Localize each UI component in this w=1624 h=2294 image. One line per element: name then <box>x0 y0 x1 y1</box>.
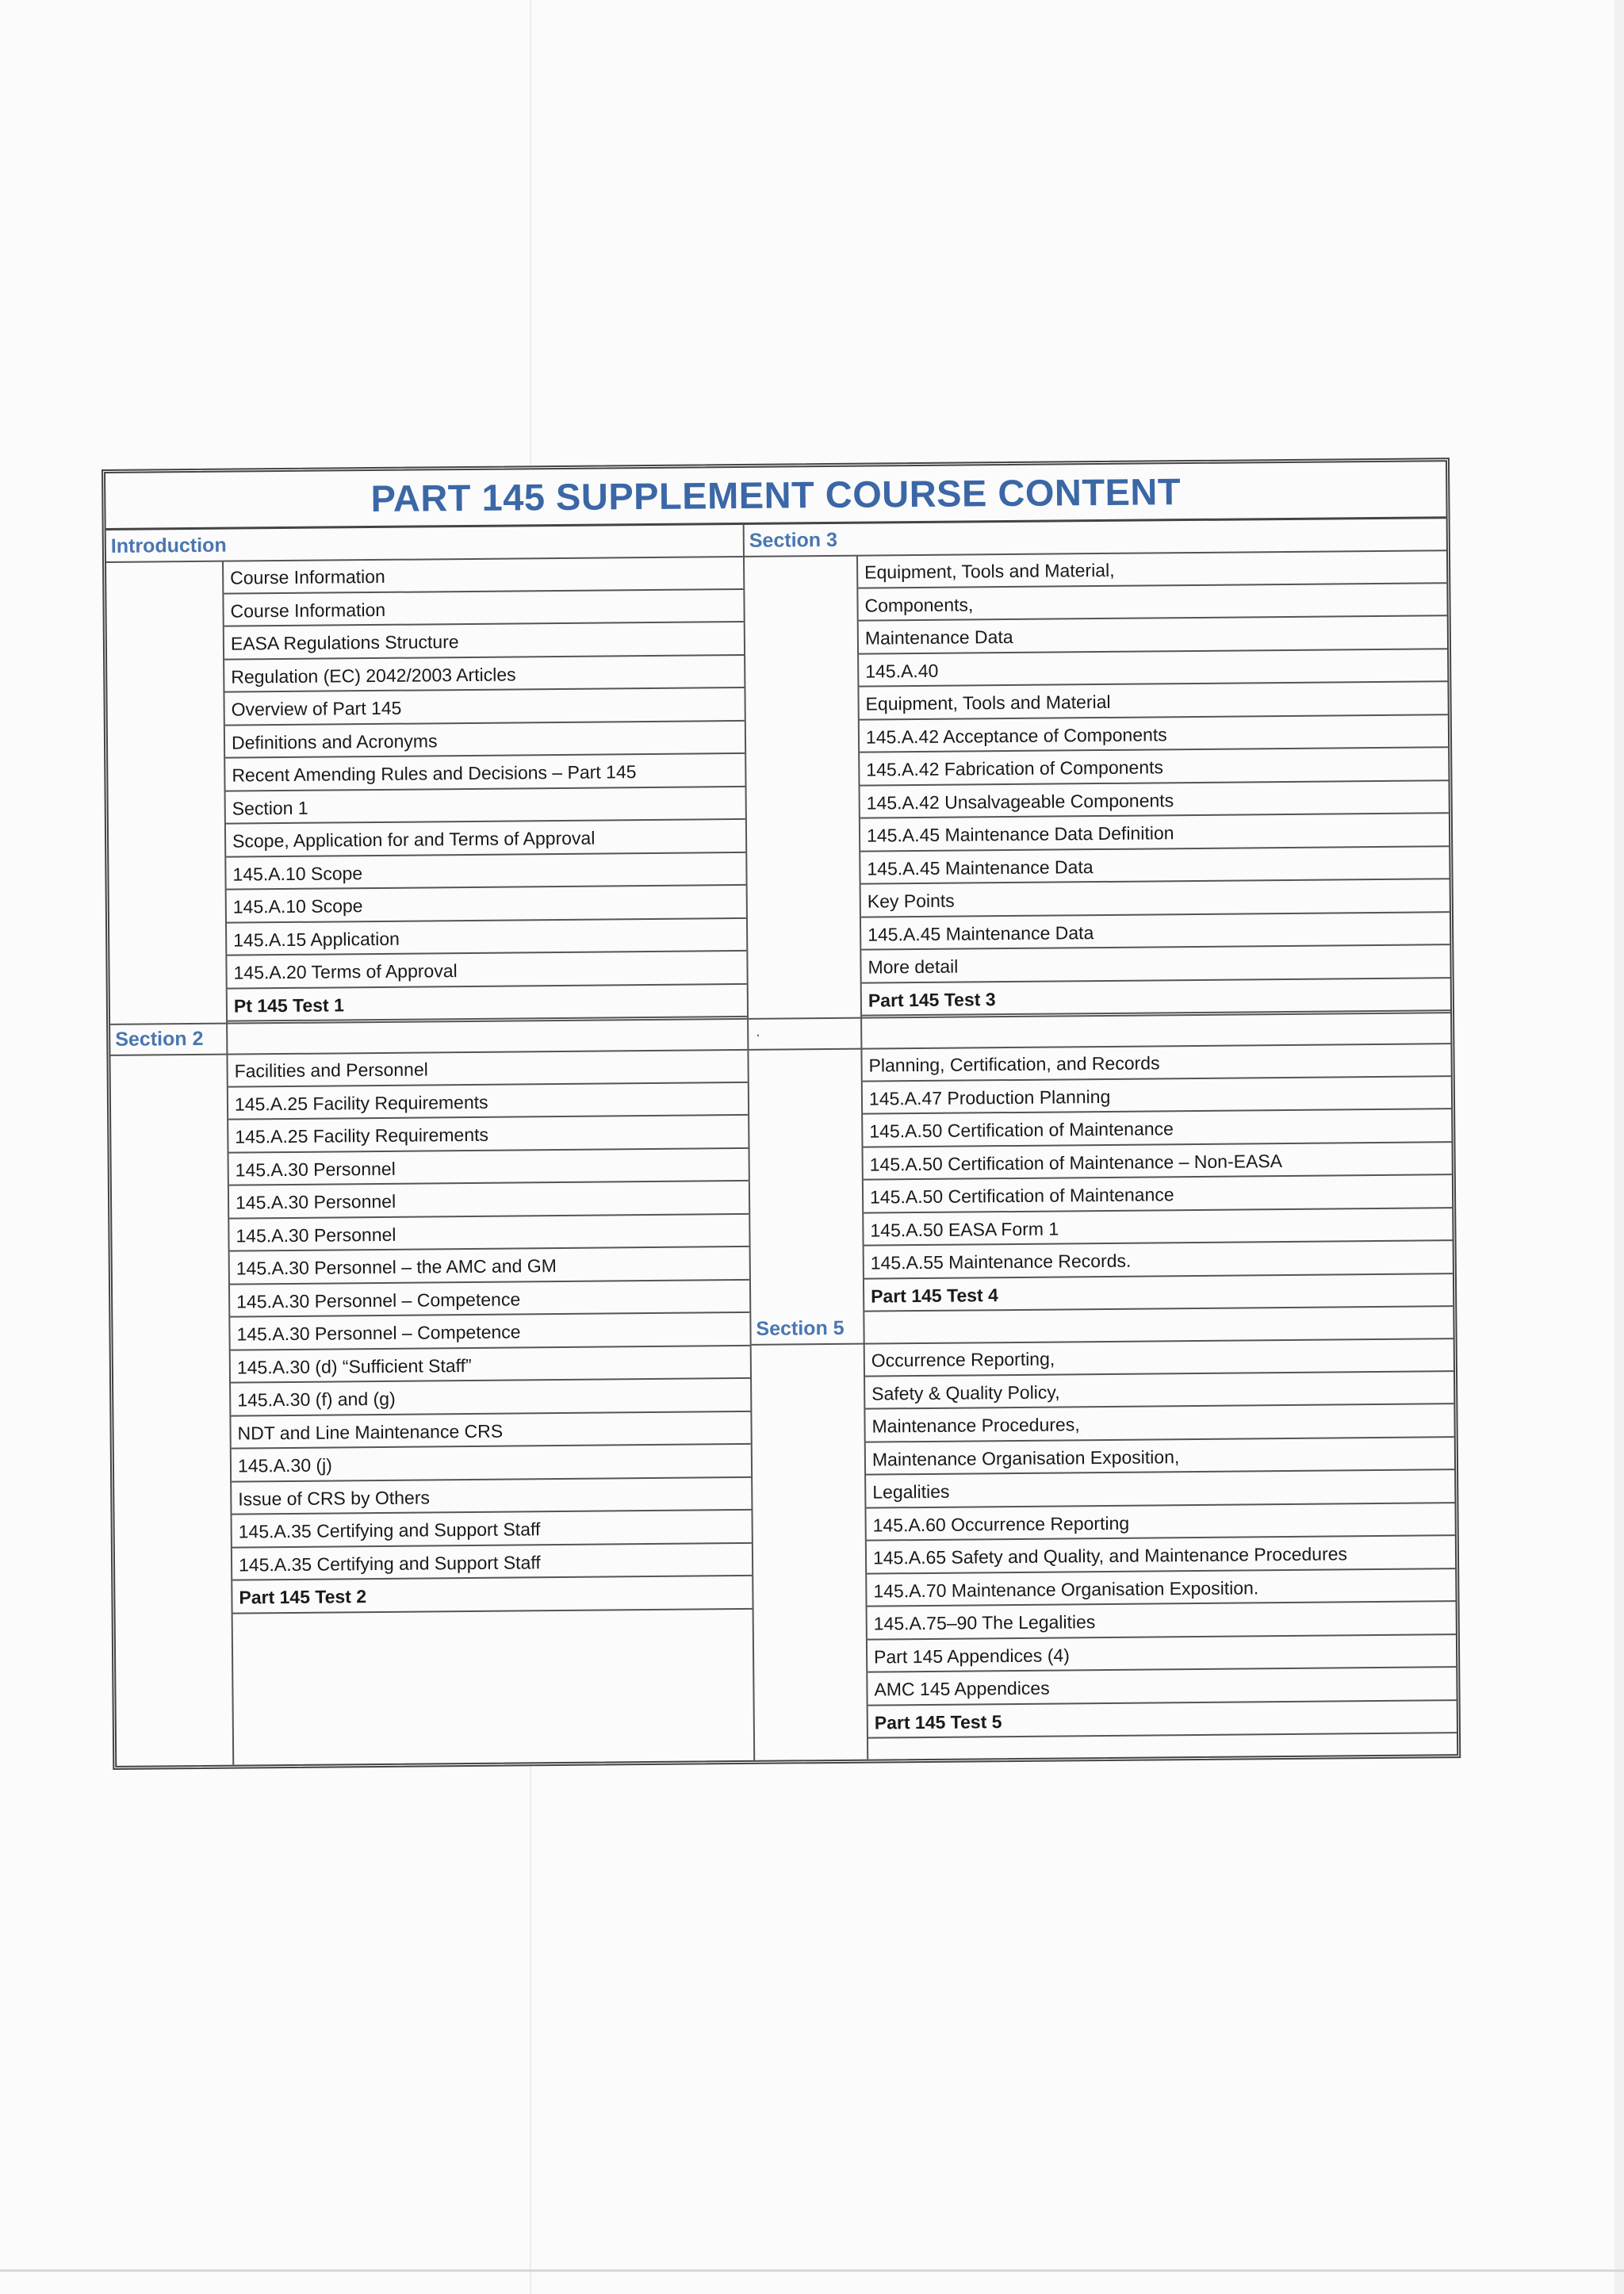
list-item: 145.A.30 Personnel <box>229 1148 749 1185</box>
list-item: 145.A.30 Personnel – the AMC and GM <box>230 1247 749 1285</box>
list-item: 145.A.30 Personnel – Competence <box>230 1280 749 1317</box>
list-item: Issue of CRS by Others <box>232 1477 751 1515</box>
list-item: Recent Amending Rules and Decisions – Part 145 <box>225 754 745 791</box>
list-item: Course Information <box>224 557 743 594</box>
list-item: More detail <box>861 945 1450 983</box>
list-item: 145.A.15 Application <box>227 918 746 956</box>
list-item: 145.A.42 Unsalvageable Components <box>860 781 1449 819</box>
list-item: Maintenance Procedures, <box>865 1404 1454 1442</box>
list-item: Equipment, Tools and Material, <box>858 550 1446 588</box>
list-item: Facilities and Personnel <box>228 1050 747 1087</box>
list-item: Maintenance Data <box>859 616 1447 654</box>
list-item: 145.A.42 Acceptance of Components <box>860 715 1448 753</box>
list-item: 145.A.30 Personnel – Competence <box>230 1313 749 1350</box>
list-item: Scope, Application for and Terms of Approval <box>226 820 745 857</box>
list-item: 145.A.47 Production Planning <box>863 1077 1451 1115</box>
list-item: 145.A.75–90 The Legalities <box>868 1602 1456 1640</box>
section-4-list <box>862 1044 1453 1312</box>
list-item: 145.A.60 Occurrence Reporting <box>866 1503 1454 1541</box>
test-item: Part 145 Test 3 <box>862 978 1450 1017</box>
list-item: Planning, Certification, and Records <box>862 1044 1450 1082</box>
list-item: 145.A.50 Certification of Maintenance <box>863 1109 1451 1147</box>
list-item: 145.A.50 EASA Form 1 <box>864 1208 1452 1247</box>
course-content-table <box>102 458 1461 1770</box>
scan-bottom-edge <box>0 2269 1624 2272</box>
list-item: Maintenance Organisation Exposition, <box>866 1438 1454 1476</box>
list-item: 145.A.70 Maintenance Organisation Exposition. <box>867 1569 1455 1607</box>
list-item: Legalities <box>866 1470 1454 1508</box>
page-title: PART 145 SUPPLEMENT COURSE CONTENT <box>105 461 1446 530</box>
test-item: Part 145 Test 5 <box>868 1701 1457 1739</box>
section-3-list <box>858 550 1450 1016</box>
list-item: Definitions and Acronyms <box>225 721 745 758</box>
list-item: Course Information <box>224 589 743 626</box>
list-item: EASA Regulations Structure <box>224 622 744 660</box>
list-item: 145.A.35 Certifying and Support Staff <box>232 1511 752 1548</box>
list-item: Section 1 <box>226 787 745 824</box>
section-4-marker: . <box>756 1022 760 1040</box>
list-item: 145.A.10 Scope <box>226 852 745 890</box>
test-item: Part 145 Test 2 <box>232 1576 752 1614</box>
list-item: 145.A.30 Personnel <box>229 1181 749 1219</box>
section-heading-introduction: Introduction <box>110 534 227 557</box>
list-item: Overview of Part 145 <box>224 688 744 726</box>
list-item: AMC 145 Appendices <box>868 1668 1456 1706</box>
list-item: 145.A.45 Maintenance Data <box>861 913 1450 951</box>
list-item: 145.A.20 Terms of Approval <box>227 952 746 989</box>
list-item: 145.A.30 (j) <box>232 1445 751 1482</box>
list-item: 145.A.45 Maintenance Data <box>860 847 1449 885</box>
section-5-list <box>865 1338 1457 1738</box>
section-heading-section-5: Section 5 <box>756 1316 845 1340</box>
list-item: 145.A.42 Fabrication of Components <box>860 748 1448 786</box>
list-item: 145.A.25 Facility Requirements <box>228 1082 748 1120</box>
introduction-list <box>224 557 747 1022</box>
list-item: 145.A.25 Facility Requirements <box>228 1116 748 1153</box>
list-item: 145.A.30 (d) “Sufficient Staff” <box>231 1346 750 1383</box>
test-item: Part 145 Test 4 <box>864 1274 1453 1312</box>
list-item: NDT and Line Maintenance CRS <box>231 1411 750 1449</box>
list-item: 145.A.40 <box>859 649 1447 687</box>
list-item: Regulation (EC) 2042/2003 Articles <box>224 655 744 692</box>
list-item: 145.A.65 Safety and Quality, and Maintenance Procedures <box>867 1536 1455 1574</box>
list-item: Occurrence Reporting, <box>865 1338 1454 1377</box>
section-heading-section-2: Section 2 <box>115 1027 204 1051</box>
list-item: 145.A.30 (f) and (g) <box>231 1379 750 1416</box>
scan-page-edge <box>1614 0 1624 2294</box>
list-item: 145.A.50 Certification of Maintenance – Non-EASA <box>863 1143 1451 1181</box>
list-item: 145.A.55 Maintenance Records. <box>864 1241 1453 1279</box>
test-item: Pt 145 Test 1 <box>228 984 747 1021</box>
list-item: 145.A.30 Personnel <box>229 1214 749 1251</box>
list-item: Part 145 Appendices (4) <box>868 1635 1456 1673</box>
list-item: Components, <box>858 584 1446 622</box>
list-item: Safety & Quality Policy, <box>865 1372 1454 1410</box>
list-item: 145.A.50 Certification of Maintenance <box>864 1175 1452 1213</box>
list-item: Key Points <box>861 879 1450 917</box>
list-item: Equipment, Tools and Material <box>859 682 1447 720</box>
section-2-list <box>228 1050 752 1614</box>
list-item: 145.A.35 Certifying and Support Staff <box>232 1543 752 1580</box>
section-heading-section-3: Section 3 <box>749 528 838 552</box>
list-item: 145.A.10 Scope <box>227 886 746 923</box>
list-item: 145.A.45 Maintenance Data Definition <box>860 814 1449 852</box>
